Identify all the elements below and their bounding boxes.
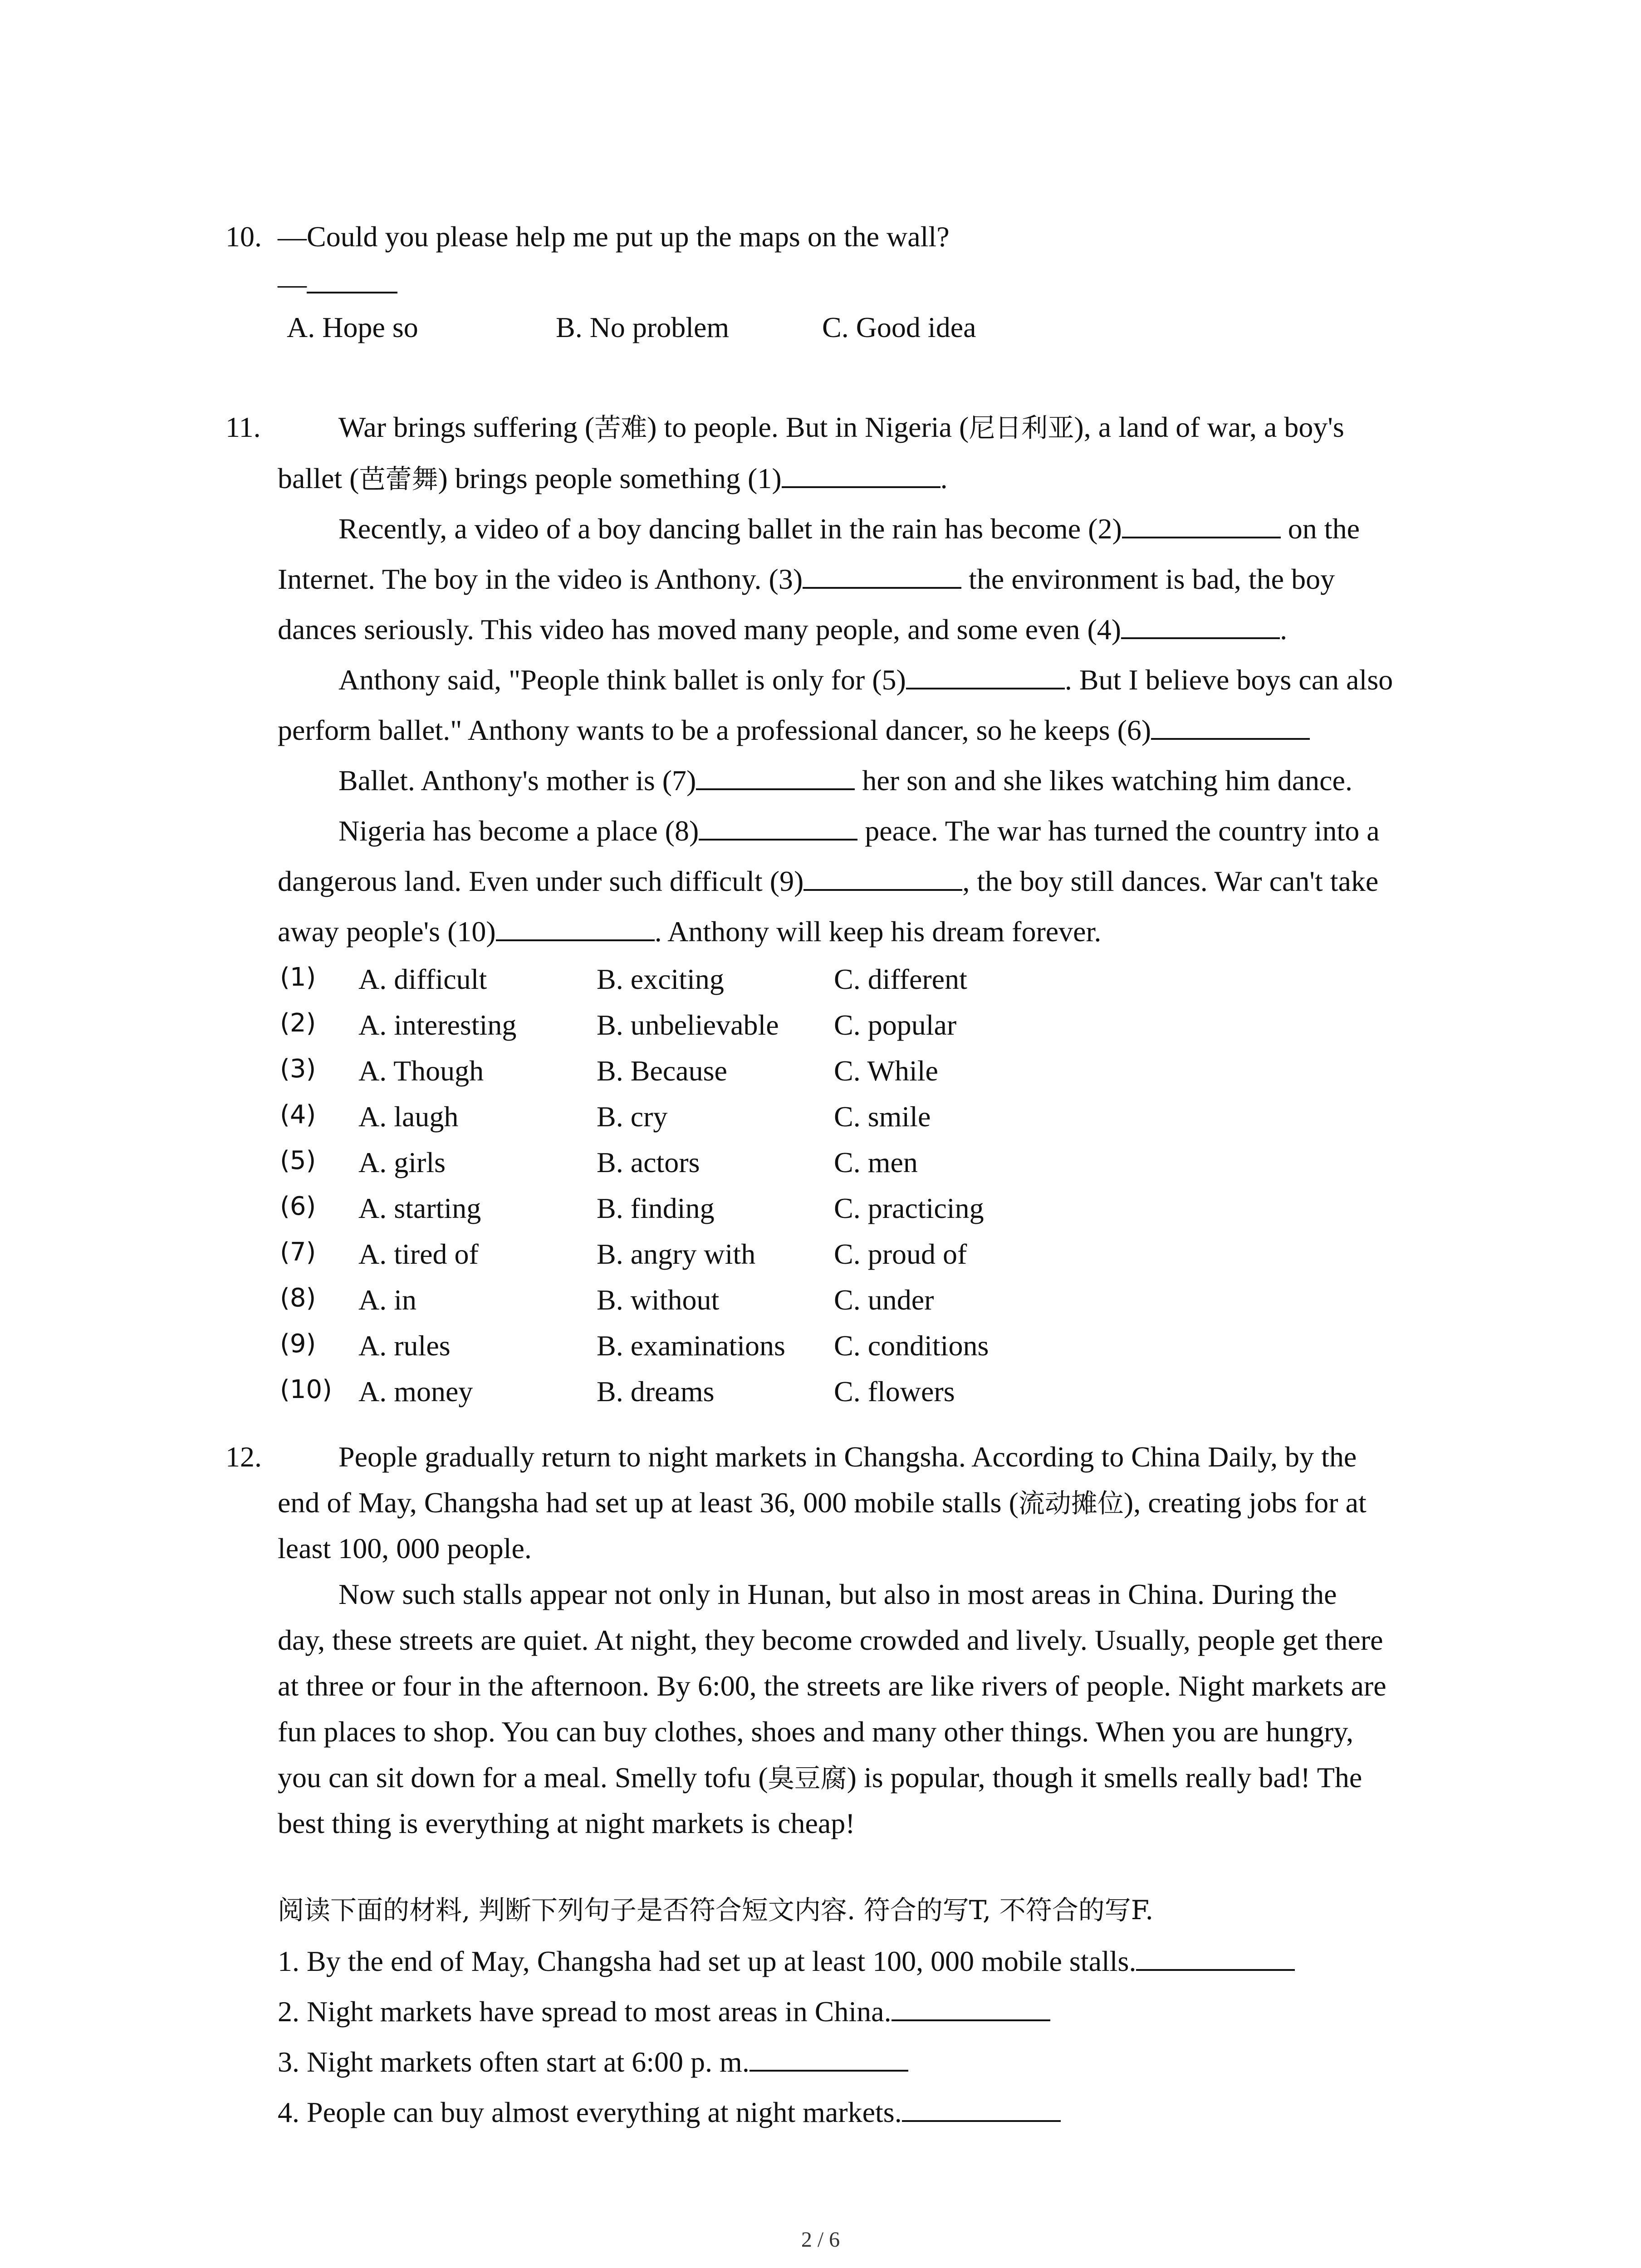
statement-1-blank[interactable] (1136, 1946, 1295, 1971)
q10-option-b: B. No problem (556, 311, 730, 343)
q12-instruction: 阅读下面的材料, 判断下列句子是否符合短文内容. 符合的写T, 不符合的写F. (278, 1895, 1154, 1926)
choice-c: C. different (834, 963, 967, 995)
statement-3-blank[interactable] (749, 2047, 908, 2072)
blank-3[interactable] (803, 564, 961, 589)
choice-number: (6) (280, 1192, 316, 1221)
question-10-text: —Could you please help me put up the maps on the wall? (278, 220, 950, 253)
q12-line-3: least 100, 000 people. (278, 1532, 532, 1564)
q12-line-5: day, these streets are quiet. At night, they become crowded and lively. Usually, people get there (278, 1624, 1383, 1656)
statement-1: 1. By the end of May, Changsha had set up at least 100, 000 mobile stalls. (278, 1946, 1295, 1976)
q11-line-9: Nigeria has become a place (8) peace. The war has turned the country into a (338, 815, 1380, 847)
choice-a: A. laugh (358, 1100, 459, 1133)
choice-c: C. smile (834, 1100, 931, 1133)
choice-c: C. under (834, 1284, 934, 1316)
q12-line-7: fun places to shop. You can buy clothes, shoes and many other things. When you are hungry, (278, 1716, 1354, 1748)
q12-line-9: best thing is everything at night markets is cheap! (278, 1807, 855, 1839)
q11-line-4: Internet. The boy in the video is Anthony. (3) the environment is bad, the boy (278, 563, 1335, 596)
choice-b: B. Because (597, 1055, 727, 1087)
q11-line-10: dangerous land. Even under such difficult (9) , the boy still dances. War can't take (278, 865, 1379, 898)
choice-b: B. examinations (597, 1330, 785, 1362)
choice-a: A. girls (358, 1146, 446, 1178)
choice-a: A. rules (358, 1330, 451, 1362)
question-11-number: 11. (225, 411, 261, 443)
choice-a: A. Though (358, 1055, 484, 1087)
statement-4: 4. People can buy almost everything at night markets. (278, 2097, 1061, 2127)
choice-c: C. men (834, 1146, 918, 1178)
answer-dash: — (278, 268, 307, 300)
q11-line-7: perform ballet." Anthony wants to be a professional dancer, so he keeps (6) (278, 715, 1310, 745)
choice-number: (9) (280, 1329, 316, 1359)
blank-10[interactable] (496, 916, 655, 941)
q12-line-6: at three or four in the afternoon. By 6:00, the streets are like rivers of people. Night markets are (278, 1670, 1386, 1702)
page-number: 2 / 6 (801, 2228, 840, 2252)
q11-line-2: ballet (芭蕾舞) brings people something (1) . (278, 462, 948, 495)
q10-option-a: A. Hope so (287, 311, 418, 343)
statement-2: 2. Night markets have spread to most areas in China. (278, 1996, 1050, 2026)
q11-line-5: dances seriously. This video has moved many people, and some even (4) . (278, 613, 1288, 646)
choice-number: (10) (280, 1375, 332, 1404)
choice-b: B. finding (597, 1192, 715, 1224)
q11-line-11: away people's (10) . Anthony will keep his dream forever. (278, 915, 1102, 948)
statement-4-blank[interactable] (902, 2097, 1061, 2122)
q11-line-6: Anthony said, "People think ballet is only for (5) . But I believe boys can also (338, 664, 1393, 696)
blank-4[interactable] (1121, 614, 1280, 639)
choice-number: (3) (280, 1054, 316, 1084)
q11-line-1: War brings suffering (苦难) to people. But in Nigeria (尼日利亚), a land of war, a boy's (338, 411, 1344, 443)
q12-line-2: end of May, Changsha had set up at least 36, 000 mobile stalls (流动摊位), creating jobs for at (278, 1486, 1367, 1519)
choice-number: (1) (280, 963, 316, 992)
blank-7[interactable] (696, 765, 855, 790)
choice-b: B. dreams (597, 1375, 715, 1408)
blank-2[interactable] (1122, 513, 1281, 538)
question-12-number: 12. (225, 1441, 262, 1473)
statement-3: 3. Night markets often start at 6:00 p. m. (278, 2047, 908, 2077)
choice-c: C. conditions (834, 1330, 989, 1362)
question-10-number: 10. (225, 220, 262, 253)
choice-b: B. without (597, 1284, 720, 1316)
choice-c: C. While (834, 1055, 938, 1087)
choice-a: A. interesting (358, 1009, 517, 1041)
choice-a: A. starting (358, 1192, 481, 1224)
choice-a: A. tired of (358, 1238, 479, 1270)
blank-1[interactable] (782, 463, 941, 488)
choice-c: C. popular (834, 1009, 957, 1041)
answer-blank[interactable] (307, 269, 397, 293)
blank-5[interactable] (906, 665, 1065, 689)
blank-8[interactable] (699, 816, 857, 841)
choice-b: B. cry (597, 1100, 668, 1133)
q10-option-c: C. Good idea (822, 311, 976, 343)
blank-9[interactable] (803, 866, 962, 891)
choice-number: (8) (280, 1283, 316, 1313)
q11-line-8: Ballet. Anthony's mother is (7) her son and she likes watching him dance. (338, 764, 1352, 797)
choice-c: C. flowers (834, 1375, 955, 1408)
choice-number: (7) (280, 1237, 316, 1267)
q12-line-4: Now such stalls appear not only in Hunan, but also in most areas in China. During the (338, 1578, 1337, 1610)
choice-c: C. practicing (834, 1192, 984, 1224)
choice-number: (4) (280, 1100, 316, 1129)
q12-line-8: you can sit down for a meal. Smelly tofu (臭豆腐) is popular, though it smells really bad! The (278, 1761, 1362, 1794)
blank-6[interactable] (1151, 715, 1310, 740)
choice-a: A. money (358, 1375, 473, 1408)
choice-b: B. actors (597, 1146, 700, 1178)
choice-a: A. difficult (358, 963, 487, 995)
choice-c: C. proud of (834, 1238, 967, 1270)
choice-b: B. exciting (597, 963, 724, 995)
choice-a: A. in (358, 1284, 416, 1316)
choice-number: (5) (280, 1146, 316, 1175)
statement-2-blank[interactable] (892, 1996, 1050, 2021)
choice-b: B. angry with (597, 1238, 756, 1270)
q11-line-3: Recently, a video of a boy dancing ballet in the rain has become (2) on the (338, 513, 1360, 545)
choice-number: (2) (280, 1008, 316, 1038)
question-10-answer-line (278, 269, 397, 298)
q12-line-1: People gradually return to night markets in Changsha. According to China Daily, by the (338, 1441, 1357, 1473)
choice-b: B. unbelievable (597, 1009, 779, 1041)
